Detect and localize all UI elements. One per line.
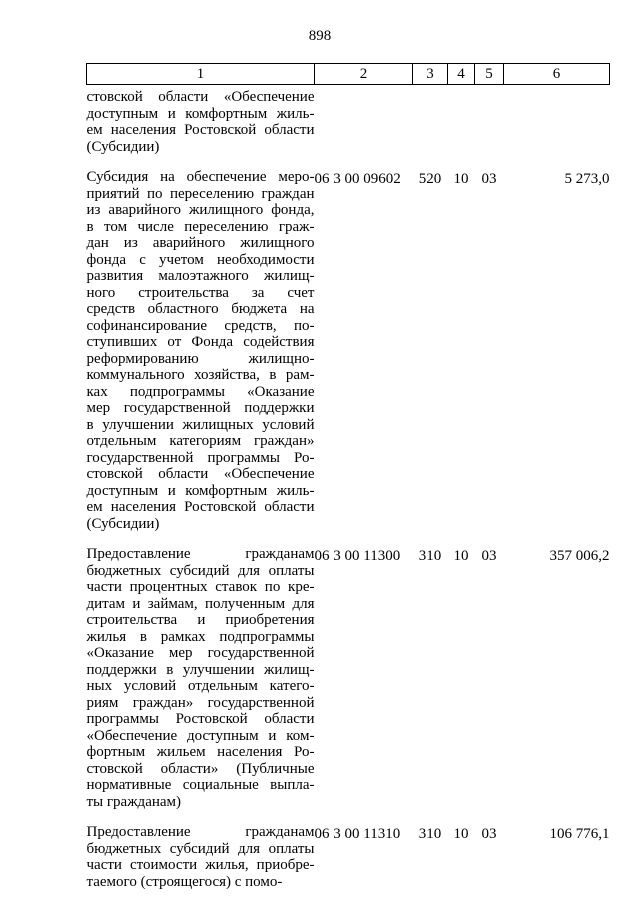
row-pr bbox=[475, 85, 504, 170]
row-description bbox=[87, 546, 315, 824]
row-rz: 10 bbox=[453, 548, 469, 564]
description-line: стовской области «Обеспечение bbox=[86, 89, 315, 105]
description-line: ках подпрограммы «Оказание bbox=[86, 383, 315, 400]
row-vr bbox=[413, 85, 448, 170]
row-code: 06 3 00 11310 bbox=[314, 826, 401, 842]
description-line: реформированию жилищно- bbox=[86, 350, 315, 367]
budget-table bbox=[86, 63, 610, 904]
row-amount: 357 006,2 bbox=[549, 548, 610, 564]
description-line: дитам и займам, полученным для bbox=[86, 595, 315, 612]
description-line: части стоимости жилья, приобре- bbox=[86, 857, 315, 873]
description-line: части процентных ставок по кре- bbox=[86, 579, 315, 595]
row-pr: 03 bbox=[481, 826, 497, 842]
description-line: риям граждан» государственной bbox=[86, 694, 315, 711]
description-line: доступным и комфортным жиль- bbox=[86, 482, 315, 499]
table-row bbox=[87, 546, 610, 824]
description-line: средств областного бюджета на bbox=[86, 301, 315, 317]
row-amount bbox=[504, 85, 610, 170]
description-line: ступивших от Фонда содействия bbox=[86, 334, 315, 350]
description-line: таемого (строящегося) с помо- bbox=[86, 873, 283, 890]
row-pr: 03 bbox=[481, 171, 497, 187]
description-line: фортным жильем населения Ро- bbox=[86, 744, 315, 760]
description-line: ем населения Ростовской области bbox=[86, 499, 315, 515]
header-row bbox=[87, 64, 610, 85]
row-description bbox=[87, 169, 315, 546]
column-header-description: 1 bbox=[87, 64, 315, 85]
row-rz: 10 bbox=[453, 171, 469, 187]
description-line: в том числе переселению граж- bbox=[86, 218, 315, 235]
table-row bbox=[87, 85, 610, 170]
description-line: софинансирование средств, по- bbox=[86, 317, 315, 334]
table-row bbox=[87, 824, 610, 904]
row-amount: 5 273,0 bbox=[564, 171, 610, 187]
row-vr: 310 bbox=[418, 548, 442, 564]
description-line: государственной программы Ро- bbox=[86, 449, 315, 466]
description-line: развития малоэтажного жилищ- bbox=[86, 268, 315, 284]
description-line: в улучшении жилищных условий bbox=[86, 416, 315, 433]
column-header-pr: 5 bbox=[475, 64, 504, 85]
description-line: ем населения Ростовской области bbox=[86, 122, 315, 138]
row-code: 06 3 00 09602 bbox=[314, 171, 401, 187]
column-header-vr: 3 bbox=[413, 64, 448, 85]
column-header-code: 2 bbox=[315, 64, 413, 85]
description-line: стовской области» (Публичные bbox=[86, 760, 315, 777]
description-line: нормативные социальные выпла- bbox=[86, 777, 315, 793]
table-row bbox=[87, 169, 610, 546]
description-line: фонда с учетом необходимости bbox=[86, 251, 315, 268]
description-line: ного строительства за счет bbox=[86, 284, 315, 301]
description-line: бюджетных субсидий для оплаты bbox=[86, 840, 315, 857]
description-line: (Субсидии) bbox=[86, 515, 160, 532]
column-header-rz: 4 bbox=[448, 64, 475, 85]
description-line: Предоставление гражданам bbox=[86, 824, 315, 840]
row-code bbox=[315, 85, 413, 170]
description-line: отдельным категориям граждан» bbox=[86, 433, 315, 449]
row-vr: 520 bbox=[418, 171, 442, 187]
description-line: программы Ростовской области bbox=[86, 711, 315, 727]
description-line: бюджетных субсидий для оплаты bbox=[86, 562, 315, 579]
description-line: коммунального хозяйства, в рам- bbox=[86, 367, 315, 383]
description-line: мер государственной поддержки bbox=[86, 400, 315, 416]
description-line: из аварийного жилищного фонда, bbox=[86, 202, 315, 218]
description-line: жилья в рамках подпрограммы bbox=[86, 628, 315, 645]
row-pr: 03 bbox=[481, 548, 497, 564]
description-line: дан из аварийного жилищного bbox=[86, 235, 315, 251]
description-line: ты гражданам) bbox=[86, 793, 182, 810]
description-line: поддержки в улучшении жилищ- bbox=[86, 661, 315, 678]
row-vr: 310 bbox=[418, 826, 442, 842]
row-code: 06 3 00 11300 bbox=[314, 548, 401, 564]
description-line: (Субсидии) bbox=[86, 138, 160, 155]
description-line: «Обеспечение доступным и ком- bbox=[86, 727, 315, 744]
row-rz: 10 bbox=[453, 826, 469, 842]
description-line: стовской области «Обеспечение bbox=[86, 466, 315, 482]
column-header-amount: 6 bbox=[504, 64, 610, 85]
description-line: приятий по переселению граждан bbox=[86, 185, 315, 202]
description-line: ных условий отдельным катего- bbox=[86, 678, 315, 694]
description-line: «Оказание мер государственной bbox=[86, 645, 315, 661]
row-amount: 106 776,1 bbox=[549, 826, 610, 842]
description-line: доступным и комфортным жиль- bbox=[86, 105, 315, 122]
row-description bbox=[87, 85, 315, 170]
description-line: строительства и приобретения bbox=[86, 612, 315, 628]
row-description bbox=[87, 824, 315, 904]
page-number: 898 bbox=[308, 28, 332, 44]
description-line: Субсидия на обеспечение меро- bbox=[86, 169, 315, 185]
description-line: Предоставление гражданам bbox=[86, 546, 315, 562]
row-rz bbox=[448, 85, 475, 170]
